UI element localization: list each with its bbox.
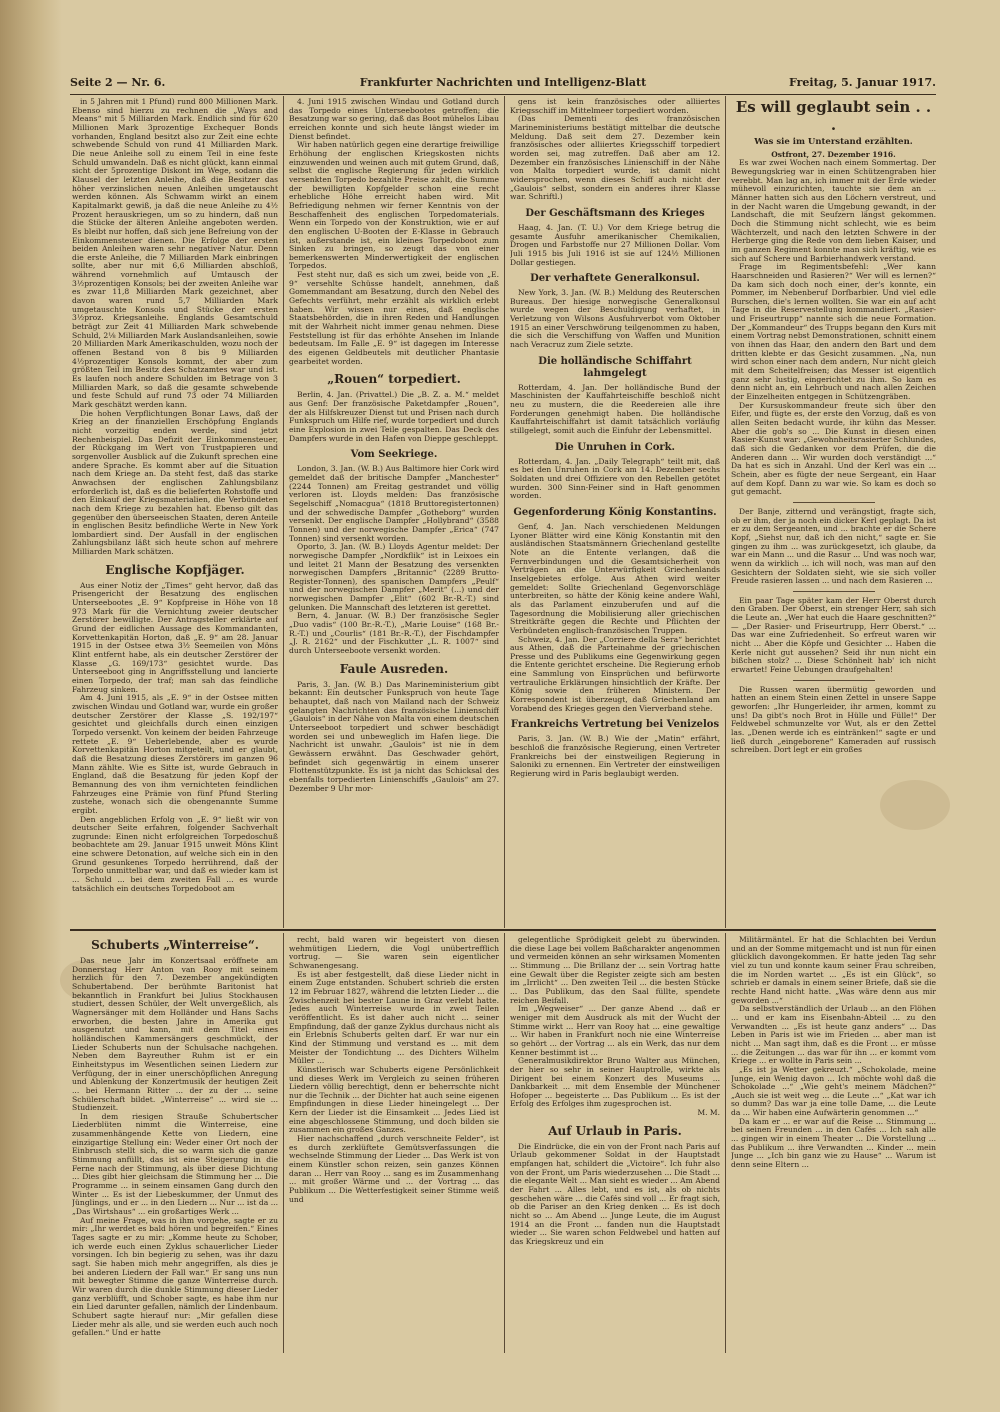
article-text: Paris, 3. Jan. (W. B.) Wie der „Matin“ erfährt, beschloß die französische Regierung, einen Vertreter Frankreichs bei der einstweiligen Regierung in Saloniki zu ernennen. Ein Vertreter der einstweiligen Regierung wird in Paris beglaubigt werden.	[510, 734, 720, 779]
article-text: Der Banje, zitternd und verängstigt, fragte sich, ob er ihm, der ja noch ein dicker Kerl geplagt. Da ist er zu dem Sergeanten, und ... brachte er die Schere Kopf, „Siehst nur, daß ich den nicht,“ sagte er. Sie gingen zu ihm ... was zurückgesetzt, ich glaube, da war ein Mann ... und die Rasur ... Und was noch war, wenn da wirklich ... ich will noch, was man auf den Gesichtern der Soldaten sieht, wie sie sich voller Freude rasieren lassen ... und nach dem Rasieren ...	[731, 506, 936, 586]
article-text: (Das Dementi des französischen Marineministeriums bestätigt mittelbar die deutsche Meldung. Daß seit dem 27. Dezember kein französisches oder alliiertes Kriegsschiff torpediert worden sei, mag zutreffen. Daß aber am 12. Dezember ein französisches Linienschiff in der Nähe von Malta torpediert wurde, ist damit nicht widersprochen, wenn dieses Schiff auch nicht der „Gaulois“ selbst, sondern ein anderes ihrer Klasse war. Schriftl.)	[510, 114, 720, 202]
article-text: In dem riesigen Strauße Schubertscher Liederblüten nimmt die Winterreise, eine zusammenhängende Kette von Liedern, eine einzigartige Stellung ein: Weder einer Ort noch der Einbrusch stellt sich, die so warm sich die ganze Stimmung anfüllt, das ist eine Steigerung in die Ferne nach der Stimmung, als über diese Dichtung ... Dies gibt hier gleichsam die Stimmung her ... Die Programme ... in seinem einsamen Gang durch den Winter ... Es ist der Liebeskummer, der Unmut des Jünglings, und er ... in den Liedern ... Nur ... ist da ... „Das Wirtshaus“ ... ein großartiges Werk ...	[72, 1111, 278, 1217]
headline-cork: Die Unruhen in Cork.	[554, 441, 676, 453]
headline-rouen: „Rouen“ torpediert.	[327, 372, 461, 387]
feuilleton-column-1	[72, 936, 278, 1352]
column-rule	[283, 933, 284, 1353]
article-text: 4. Juni 1915 zwischen Windau und Gotland durch das Torpedo eines Unterseebootes getroffen; die Besatzung war so gering, daß das Boot mühelos Libau erreichen konnte und sich heute längst wieder im Dienst befindet.	[289, 98, 499, 141]
dateline: Ostfront, 27. Dezember 1916.	[771, 149, 896, 159]
headline-geglaubt: Es will geglaubt sein . . .	[735, 98, 932, 134]
newspaper-title: Frankfurter Nachrichten und Intelligenz-Blatt	[359, 76, 647, 89]
article-text: Hier nachschaffend „durch verschneite Felder“, ist es durch zerklüftete Gemütsverfassungen die wechselnde Stimmung der Lieder ... Das Werk ist von einem Künstler schon reizen, sein ganzes Können daran ... Herr van Rooy ... sang es im Zusammenhang ... mit großer Wärme und ... der Vortrag ... das Publikum ... Die Wetterfestigkeit seiner Stimme weiß und	[289, 1134, 499, 1204]
article-text: in 5 Jahren mit 1 Pfund) rund 800 Millionen Mark. Ebenso sind hierzu zu rechnen die „Ways and Means“ mit 5 Milliarden Mark. Endlich sind für 620 Millionen Mark 3prozentige Exchequer Bonds vorhanden, England besitzt also zur Zeit eine echte schwebende Schuld von rund 41 Milliarden Mark. Die neue Anleihe soll zu einem Teil in eine feste Schuld umwandeln. Daß es nicht glückt, kann einmal sicht der 5prozentige Diskont im Wege, sodann die Klausel der letzten Anleihe, daß die Besitzer das höher verzinslichen neuen Anleihen umgetauscht werden können. Als Schwamm wirkt an einem Kapitalmarkt gewiß, ja daß die neue Anleihe zu 4½ Prozent herauskriegen, um so zu hindern, daß nun die Stücke der älteren Anleihe angeboten werden. Es bleibt nur hoffen, daß sich jene Befreiung von der Einkommensteuer dienen. Die Erfolge der ersten beiden Anleihen waren sehr negativer Natur. Denn die erste Anleihe, die 7 Milliarden Mark einbringen sollte, aber nur mit 6,6 Milliarden abschloß, während vornehmlich auf Umtausch der 3½prozentigen Konsols; bei der zweiten Anleihe war es zwar 11,8 Milliarden Mark gezeichnet, aber davon waren rund 5,7 Milliarden Mark umgetauschte Konsols und Stücke der ersten 3½proz. Kriegsanleihe. Englands Gesamtschuld beträgt zur Zeit 41 Milliarden Mark schwebende Schuld, 2⅛ Milliarden Mark Auslandsanleihen, sowie 20 Milliarden Mark Amerikaschulden, wozu noch der offenen Bestand von 8 bis 9 Milliarden 4½prozentiger Konsols kommt, der aber zum größten Teil im Besitz des Schatzamtes war und ist. Es laufen noch andere Schulden im Betrage von 3 Milliarden Mark, so daß die gesamte schwebende und feste Schuld auf rund 73 oder 74 Milliarden Mark geschätzt werden kann.	[72, 98, 278, 409]
article-text: Im „Wegweiser“ ... Der ganze Abend ... daß er weniger mit dem Ausdruck als mit der Wucht der Stimme wirkt ... Herr van Rooy hat ... eine gewaltige ... Wir haben in Frankfurt noch nie eine Winterreise so gehört ... der Vortrag ... als ein Werk, das nur dem Kenner bestimmt ist ...	[510, 1004, 720, 1057]
article-text: Genf, 4. Jan. Nach verschiedenen Meldungen Lyoner Blätter wird eine König Konstantin mit den ausländischen Staatsmännern Griechenland gestellte Note an die Entente verlangen, daß die Fernverbindungen und die Gesamtsicherheit von Verträgen an die Unterwürfigkeit Griechenlands Inselgebietes erfolge. Aus Athen wird weiter gemeldet: Sollte Griechenland Gegenvorschläge unterbreiten, so hätte der König keine andere Wahl, als das Parlament einzuberufen und auf die Tagesordnung die Mobilisierung aller griechischen Streitkräfte gegen die Rechte und Pflichten der Verbündeten englisch-französischen Truppen.	[510, 521, 720, 635]
article-text: Da kam er ... er war auf die Reise ... Stimmung ... bei seinen Freunden ... in den Cafés ... Ich sah alle ... gingen wir in einem Theater ... Die Vorstellung ... das Publikum ... ihre Verwandten ... Kinder ... mein Junge ... „Ich bin ganz wie zu Hause“ ... Warum ist denn seine Eltern ...	[731, 1116, 936, 1170]
article-text: Am 4. Juni 1915, als „E. 9“ in der Ostsee mitten zwischen Windau und Gotland war, wurde ein großer deutscher Zerstörer der Klasse „S. 192/197“ gesichtet und gleichfalls durch einen einzigen Torpedo versenkt. Von keinem der beiden Fahrzeuge rettete „E. 9“ Ueberlebende, aber es wurde Korvettenkapitän Horton mitgeteilt, und er glaubt, daß die Besatzung dieses Zerstörers im ganzen 96 Mann zählte. Wie es Sitte ist, wurde Gebrauch in England, daß die Besatzung für jeden Kopf der Bemannung des von ihm vernichteten feindlichen Fahrzeuges eine Prämie von fünf Pfund Sterling zustehe, wonach sich die obengenannte Summe ergibt.	[72, 693, 278, 815]
column-rule	[725, 96, 726, 928]
article-text: Es war zwei Wochen nach einem Sommertag. Der Bewegungskrieg war in einen Schützengraben hier verebbt. Man lag an, ich immer mit der Erde wieder mühevoll einzurichten, tauchte sie dem an ... Männer hatten sich aus den Löchern verstreut, und in der Nacht waren die Umgebung gewandt, in der Landschaft, die mit Seufzern längst gekommen. Doch die Stimmung nicht schlecht, wie es beim Wächterzelt, und nach den letzten Schwere in der Herberge ging die Rede von dem lieben Kaiser, und im ganzen Regiment konnte man sich kräftig, wie es sich auf Schere und Barbierhandwerk verstand.	[731, 158, 936, 263]
article-text: Das neue Jahr im Konzertsaal eröffnete am Donnerstag Herr Anton van Rooy mit seinem herzlich für den 7. Dezember angekündigten Schubertabend. Der berühmte Baritonist hat bekanntlich in Frankfurt bei Julius Stockhausen studiert, dessen Schüler, der Welt unvergeßlich, als Wagnersänger mit dem Holländer und Hans Sachs erworben, die besten Jahre in Amerika gut ausgenutzt und kann, mit dem Titel eines holländischen Kammersängers geschmückt, der Lieder Schuberts nun der Schulsache nachgehen. Neben dem Bayreuther Ruhm ist er ein Einheitstypus im Wesentlichen seinen Liedern zur Verfügung, der in einer unerschöpflichen Anregung und Ablenkung der Konzertmusik der heutigen Zeit ... bei Hermann Ritter ... der zu der ... seine Schülerschaft bildet. „Winterreise“ ... wird sie ... Studienzeit.	[72, 956, 278, 1113]
headline-urlaub-paris: Auf Urlaub in Paris.	[548, 1123, 682, 1138]
headline-faule-ausreden: Faule Ausreden.	[339, 661, 449, 676]
article-text: „Es ist ja Wetter gekreuzt.“ „Schokolade, meine Junge, ein Wenig davon ... Ich möchte wohl daß die Schokolade ...“ „Wie geht's meinem Mädchen?“ „Auch sie ist weit weg ... die Leute ...“ „Kat war ich so dumm? Das war ja eine tolle Dame, ... die Leute da ... Wir haben eine Aufwärterin genommen ...“	[731, 1064, 936, 1118]
headline-winterreise: Schuberts „Winterreise“.	[91, 938, 259, 952]
article-text: Militärmäntel. Er hat die Schlachten bei Verdun und an der Somme mitgemacht und ist nun für einen glücklich davongekommen. Er hatte jeden Tag sehr viel zu tun und konnte kaum seiner Frau schreiben, die im Norden wartet ... „Es ist ein Glück“, so schrieb er damals in einem seiner Briefe, daß sie die rechte Hand nicht hatte. „Was wäre denn aus mir geworden ...“	[731, 936, 936, 1005]
article-text: Rotterdam, 4. Jan. „Daily Telegraph“ teilt mit, daß es bei den Unruhen in Cork am 14. Dezember sechs Soldaten und drei Offiziere von den Rebellen getötet wurden. 300 Sinn-Feiner sind in Haft genommen worden.	[510, 456, 720, 501]
column-rule	[283, 96, 284, 928]
article-text: Künstlerisch war Schuberts eigene Persönlichkeit und dieses Werk im Vergleich zu seinen früheren Liedern völlig berechtigt, denn er beherrschte nicht nur die Technik ... der Dichter hat auch seine eigenen Empfindungen in diese Lieder hineingelegt ... Der Kern der Lieder ist die Einsamkeit ... Jedes Lied ist eine abgeschlossene Stimmung, und doch bilden sie zusammen ein großes Ganzes.	[289, 1064, 499, 1135]
feuilleton-column-2	[289, 936, 499, 1352]
article-text: Die Eindrücke, die ein von der Front nach Paris auf Urlaub gekommener Soldat in der Hauptstadt empfangen hat, schildert die „Victoire“. Ich fuhr also von der Front, um Paris wiederzusehen ... Die Stadt ... die elegante Welt ... Man sieht es wieder ... Am Abend der Fahrt ... Alles lebt, und es ist, als ob nichts geschehen wäre ... die Cafés sind voll ... Er fragt sich, ob die Pariser an den Krieg denken ... Es ist doch nicht so ... Am Abend ... Junge Leute, die im August 1914 an die Front ... fanden nun die Hauptstadt wieder ... Sie waren schon Feldwebel und hatten auf das Kriegskreuz und ein	[510, 1141, 720, 1246]
article-text: Berlin, 4. Jan. (Privattel.) Die „B. Z. a. M.“ meldet aus Genf: Der französische Paketdampfer „Rouen“, der als Hilfskreuzer Dienst tut und Prisen nach durch Funkspruch um Hilfe rief, wurde torpediert und durch eine Explosion in zwei Teile gespalten. Das Deck des Dampfers wurde in den Hafen von Dieppe geschleppt.	[289, 390, 499, 443]
article-text: Die hohen Verpflichtungen Bonar Laws, daß der Krieg an der finanziellen Erschöpfung Englands nicht vorzeitig enden werde, sind jetzt Rechenbeispiel. Das Defizit der Einkommensteuer, der Rückgang im Wert von Trustpapieren und sorgenvoller Ausblick auf die Zukunft sprechen eine andere Sprache. Es kommt aber auf die Situation nach dem Kriege an. Da steht fest, daß das starke Anwachsen der englischen Zahlungsbilanz erforderlich ist, daß es die belieferten Rohstoffe und den Einkauf der Kriegsmaterialien, die Verbündeten nach dem Kriege zu bezahlen hat. Ebenso gilt das gegenüber den überseeischen Staaten, deren Anteile in englischen Besitz befindliche Werte in New York lombardiert sind. Der Ausfall in der englischen Zahlungsbilanz läßt sich heute schon auf mehrere Milliarden Mark schätzen.	[72, 408, 278, 557]
column-1	[72, 98, 278, 926]
article-text: Oporto, 3. Jan. (W. B.) Lloyds Agentur meldet: Der norwegische Dampfer „Nordkflik“ ist in Leixoes ein und leitet 21 Mann der Besatzung des versenkten norwegischen Dampfers „Britannic“ (2289 Brutto-Register-Tonnen), des spanischen Dampfers „Peulf“ und der norwegischen Dampfer „Merit“ (...) und der norwegischen Dampfer „Elit“ (602 Br.-R.-T.) sind gelunken. Die Mannschaft des letzteren ist gerettet.	[289, 542, 499, 612]
article-text: Rotterdam, 4. Jan. Der holländische Bund der Maschinisten der Kauffahrteischiffe beschloß nicht neu zu mustern, die die Reedereien alle ihre Forderungen genehmigt haben. Die holländische Kauffahrteischiffahrt ist damit tatsächlich vorläufig stillgelegt, somit auch die Einfuhr der Lebensmittel.	[510, 382, 720, 436]
article-text: Bern, 4. Januar. (W. B.) Der französische Segler „Duo vadis“ (100 Br.-R.-T.), „Marie Louise“ (168 Br.-R.-T.) und „Courlis“ (181 Br.-R.-T.), der Fischdampfer „J. R. 2162“ und der Fischkutter „L. R. 1007“ sind durch Unterseeboote versenkt worden.	[289, 611, 499, 656]
article-text: Den angeblichen Erfolg von „E. 9“ ließt wir von deutscher Seite erfahren, folgender Sachverhalt zugrunde: Einen nicht erfolgreichen Torpedoschuß beobachtete am 29. Januar 1915 unweit Möns Klint eine schwere Detonation, auf welche sich ein in den Grund gesunkenes Torpedo herrührend, daß der Torpedo unmittelbar war, und daß es wieder kam ist ... Schuld ... bei dem zweiten Fall ... es wurde tatsächlich ein deutsches Torpedoboot am	[72, 814, 278, 893]
section-divider	[70, 929, 936, 931]
subheadline: Was sie im Unterstand erzählten.	[754, 137, 913, 147]
feuilleton-column-3	[510, 936, 720, 1352]
article-text: Die Russen waren übermütig geworden und hatten an einem Stein einen Zettel in unsere Sappe geworfen: „Ihr Hungerleider, ihr armen, kommt zu uns! Da gibt's noch Brot in Hülle und Fülle!“ Der Feldwebel schmunzelte vor Wut, als er den Zettel las. „Denen werde ich es eintränken!“ sagte er und ließ durch „eingeborene“ Kameraden auf russisch schreiben. Dort legt er ein großes	[731, 684, 936, 755]
article-text: Aus einer Notiz der „Times“ geht hervor, daß das Prisengericht der Besatzung des englischen Unterseebootes „E. 9“ Kopfpreise in Höhe von 18 973 Mark für die Vernichtung zweier deutscher Zerstörer bewilligte. Der Antragsteller erklärte auf Grund der eidlichen Aussage des Kommandanten, Korvettenkapitän Horton, daß „E. 9“ am 28. Januar 1915 in der Ostsee etwa 3½ Seemeilen von Möns Klint entfernt habe, als ein deutscher Zerstörer der Klasse „G. 169/173“ gesichtet wurde. Das Unterseeboot ging in Angriffsstellung und lancierte einen Torpedo, der traf; man sah das feindliche Fahrzeug sinken.	[72, 580, 278, 694]
headline-schiffahrt: Die holländische Schiffahrt lahmgelegt	[538, 355, 692, 379]
author-signature: M. M.	[697, 1108, 720, 1118]
issue-date: Freitag, 5. Januar 1917.	[789, 76, 936, 89]
column-3	[510, 98, 720, 926]
column-2	[289, 98, 499, 926]
article-text: Fest steht nur, daß es sich um zwei, beide von „E. 9“ versehlte Schüsse handelt, annehmen, daß Gomemmandant am Besatzung, durch den Nebel des Gefechts verführt, mehr erzählt als wirklich erlebt haben. Wir wissen nur eines, daß englische Staatsbehörden, die in ihren Reden und Handlungen mit der Wahrheit nicht immer genau nehmen. Diese Feststellung ist für das erhöhte Ansehen im Inlande bedeutsam. Im Falle „E. 9“ ist dagegen im Interesse des eigenen Geldbeutels mit deutlicher Phantasie gearbeitet worden.	[289, 270, 499, 366]
article-text: Paris, 3. Jan. (W. B.) Das Marineministerium gibt bekannt: Ein deutscher Funkspruch von heute Tage behauptet, daß nach von Mailand nach der Schweiz gelangten Nachrichten das französische Linienschiff „Gaulois“ in der Nähe von Malta von einem deutschen Unterseeboot torpediert und schwer beschädigt worden sei und unbeweglich im Hafen liege. Die Nachricht ist unwahr. „Gaulois“ ist nie in dem Gewässern erwähnt. Das Geschwader gehört, befindet sich gegenwärtig in einem unserer Flottenstützpunkte. Es ist ja nicht das Schicksal des ebenfalls torpedierten Linienschiffs „Gaulois“ am 27. Dezember 9 Uhr mor-	[289, 679, 499, 793]
separator	[793, 680, 875, 681]
column-rule	[725, 933, 726, 1353]
feuilleton-column-4	[731, 936, 936, 1352]
article-text: recht, bald waren wir begeistert von diesen wehmütigen Liedern, die Vogl unübertrefflich vortrug. — Sie waren sein eigentlicher Schwanengesang.	[289, 936, 499, 970]
article-text: Es ist aber festgestellt, daß diese Lieder nicht in einem Zuge entstanden. Schubert schrieb die ersten 12 im Februar 1827, während die letzten Lieder ... die Zwischenzeit bei bester Laune in Graz verlebt hatte. Jedes auch Winterreise wurde in zwei Teilen veröffentlicht. Es ist daher auch nicht ... seiner Empfindung, daß der ganze Zyklus durchaus nicht als ein Erlebnis Schuberts gelten darf. Er war nur ein Kind der Stimmung und verstand es ... mit dem Meister der Tondichtung ... des Dichters Wilhelm Müller ...	[289, 969, 499, 1066]
separator	[793, 502, 875, 503]
column-rule	[504, 933, 505, 1353]
headline-generalkonsul: Der verhaftete Generalkonsul.	[530, 273, 700, 285]
masthead	[70, 74, 936, 95]
article-text: Da selbstverständlich der Urlaub ... an den Flöhen ... und er kam ins Eisenbahn-Abteil ... zu den Verwandten ... „Es ist heute ganz anders“ ... Das Leben in Paris ist wie im Frieden ... aber man ist nicht ... Man sagt ihm, daß es die Front ... er müsse ... die Zeitungen ... das war für ihn ... er kommt vom Kriege ... er wollte in Paris sein ...	[731, 1004, 936, 1066]
page-number: Seite 2 — Nr. 6.	[70, 76, 166, 89]
article-text: London, 3. Jan. (W. B.) Aus Baltimore hier Cork wird gemeldet daß der britische Dampfer „Manchester“ (2244 Tonnen) am Freitag gestrandet und völlig verloren ist. Lloyds melden: Das französische Segelschiff „Nomacgua“ (1818 Bruttoregistertonnen) und der schwedische Dampfer „Gotheborg“ wurden versenkt. Der englische Dampfer „Hollybrand“ (3588 Tonnen) und der norwegische Dampfer „Erica“ (747 Tonnen) sind versenkt worden.	[289, 464, 499, 543]
article-text: gens ist kein französisches oder alliiertes Kriegsschiff im Mittelmeer torpediert worden.	[510, 98, 720, 115]
article-text: Frage im Regimentsbefehl: „Wer kann Haarschneiden und Rasieren?“ Wer will es lernen?“ Da kam sich doch noch einer, der's konnte, ein Pommer, im Nebenberuf Dorfbarbier. Und viel edle Burschen, die's lernen wollten. Sie war ein auf acht Tage in die Reservestellung kommandiert. „Rasier- und Friseurtrupp“ nannte sich die neue Formation. Der „Kommandeur“ des Trupps begann den Kurs mit einem Vortrag nebst Demonstrationen, schnitt einem von ihnen das Haar, den andern den Bart und dem dritten klebte er das Gesicht zusammen. „Na, nun wird schon einer nach dem andern, Nur nicht gleich mit dem Scheitelfreisen; das Messer ist eigentlich ganz sehr lustig, eingerichtet zu ihm. So kam es denn nicht an, ein Lehrbuch und nach allen Zeichen der Einzelheiten entgegen in Schützengräben.	[731, 262, 936, 402]
headline-geschaeftsmann: Der Geschäftsmann des Krieges	[525, 207, 705, 219]
article-text: Auf meine Frage, was in ihm vorgehe, sagte er zu mir: „Ihr werdet es bald hören und begreifen.“ Eines Tages sagte er zu mir: „Komme heute zu Schober, ich werde euch einen Zyklus schauerlicher Lieder vorsingen. Ich bin begierig zu sehen, was ihr dazu sagt. Sie haben mich mehr angegriffen, als dies je bei anderen Liedern der Fall war.“ Er sang uns nun mit bewegter Stimme die ganze Winterreise durch. Wir waren durch die dunkle Stimmung dieser Lieder ganz verblüfft, und Schober sagte, es habe ihm nur ein Lied darunter gefallen, nämlich der Lindenbaum. Schubert sagte hierauf nur: „Mir gefallen diese Lieder mehr als alle, und sie werden euch auch noch gefallen.“ Und er hatte	[72, 1215, 278, 1338]
headline-venizelos: Frankreichs Vertretung bei Venizelos	[510, 719, 720, 731]
article-text: New York, 3. Jan. (W. B.) Meldung des Reuterschen Bureaus. Der hiesige norwegische Generalkonsul wurde wegen der Beschuldigung verhaftet, in Verletzung von Wilsons Ausfuhrverbot vom Oktober 1915 an einer Verschwörung teilgenommen zu haben, die sich die Verschiffung von Waffen und Munition nach Veracruz zum Ziele setzte.	[510, 288, 720, 350]
column-rule	[504, 96, 505, 928]
article-text: gelegentliche Sprödigkeit gelebt zu überwinden. die diese Lage bei vollem Baßcharakter angenommen und vermeiden können an sehr wirksamen Momenten ... Stimmung ... Die Brillanz der ... sein Vortrag hatte eine Gewalt über die Register zeigte sich am besten im „Irrlicht“ ... Den zweiten Teil ... die besten Stücke ... Das Publikum, das den Saal füllte, spendete reichen Beifall.	[510, 936, 720, 1005]
headline-konstantin: Gegenforderung König Konstantins.	[513, 506, 717, 518]
article-text: Ein paar Tage später kam der Herr Oberst durch den Graben. Der Oberst, ein strenger Herr, sah sich die Leute an. „Wer hat euch die Haare geschnitten?“ — „Der Rasier- und Friseurtrupp, Herr Oberst.“ ... Das war eine Zufriedenheit. So erfreut waren wir nicht ... Aber die Köpfe und Gesichter ... Haben die Kerle nicht gut aussehen? Seid ihr nun nicht ein bißchen stolz? ... Diese Schönheit hab' ich nicht erwartet! Feine Uebungen draufgehalten!	[731, 595, 936, 675]
article-text: Schweiz, 4. Jan. Der „Corriere della Sera“ berichtet aus Athen, daß die Parteinahme der griechischen Presse und des Publikums eine Gegenwirkung gegen die Entente gerichtet erscheine. Die Regierung erhob eine Sammlung von Einsprüchen und befürworte vertrauliche Erklärungen hinsichtlich der Kräfte. Der König sowie den früheren Ministern. Der Korrespondent ist überzeugt, daß Griechenland am Vorabend des Krieges gegen den Vierverband stehe.	[510, 634, 720, 713]
headline-seekriege: Vom Seekriege.	[350, 449, 438, 461]
article-text: Haag, 4. Jan. (T. U.) Vor dem Kriege betrug die gesamte Ausfuhr amerikanischer Chemikalien, Drogen und Farbstoffe nur 27 Millionen Dollar. Vom Juli 1915 bis Juli 1916 ist sie auf 124½ Millionen Dollar gestiegen.	[510, 222, 720, 267]
column-4	[731, 98, 936, 926]
separator	[793, 591, 875, 592]
article-text: Der Kursuskommandeur freute sich über den Eifer, und fügte es, der erste den Vorzug, daß es von allen Seiten bedacht wurde, ihr kühn das Messer. Aber die gob's so ... Die Kunst in diesen einen Rasier-Kunst war: „Gewohnheitsrasierter Schlundes, daß sich die Gedanken vor dem Prüfen, die die Anderen dann ... Wir wurden doch verständigt ...“ Da hat es sich in Anzahl. Und der Kerl was ein ... Schein, aber es fügte der neue Sergeant, ein Haar auf dem Kopf. Dann zu war wie. So kam es doch so gut gemacht.	[731, 400, 936, 497]
article-text: Generalmusikdirektor Bruno Walter aus München, der hier so sehr in seiner Hauptrolle, wirkte als Dirigent bei einem Konzert des Museums ... Dankbarkeit ... mit dem Ensemble der Münchener Hofoper ... begeisterte ... Das Publikum ... Es ist der Erfolg des Erfolges ihm zugesprochen ist.	[510, 1056, 720, 1109]
headline-kopfjaeger: Englische Kopfjäger.	[105, 562, 245, 577]
article-text: Wir haben natürlich gegen eine derartige freiwillige Erhöhung der englischen Kriegskosten nichts einzuwenden und weinen auch mit gutem Grund, daß, selbst die englische Regierung für jeden wirklich versenkten Torpedo bezahlte Preise zahlt, die Summe der bewilligten Kopfgelder schon eine recht erhebliche Höhe erreicht haben wird. Mit Befriedigung nehmen wir ferner Kenntnis von der Beschaffenheit des englischen Torpedomaterials. Wenn ein Torpedo von der Konstruktion, wie er auf den englischen U-Booten der E-Klasse in Gebrauch ist, außerstande ist, ein kleines Torpedoboot zum Sinken zu bringen, so zeugt das von einer bemerkenswerten Minderwertigkeit der englischen Torpedos.	[289, 140, 499, 271]
